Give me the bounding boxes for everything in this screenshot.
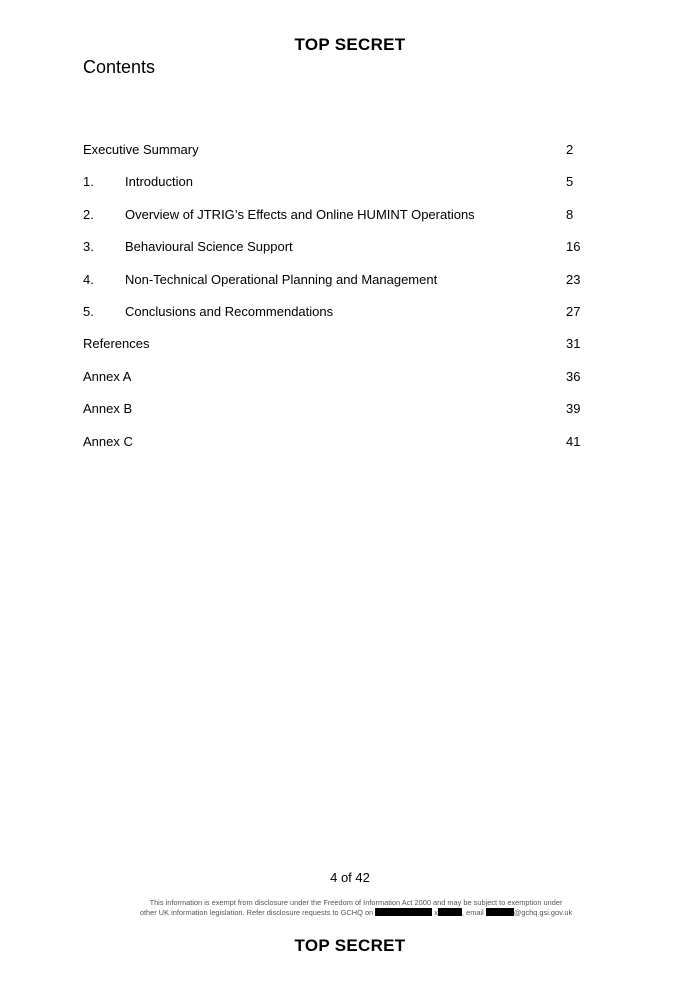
toc-label: Conclusions and Recommendations xyxy=(125,303,334,319)
toc-label: Annex A xyxy=(83,368,132,384)
toc-entry-operational-planning xyxy=(83,271,583,303)
toc-label: Overview of JTRIG’s Effects and Online HUMINT Operations xyxy=(125,206,475,222)
disclaimer-line-2 xyxy=(86,908,626,918)
redaction-bar xyxy=(375,908,432,916)
toc-entry-behavioural-science xyxy=(83,238,583,270)
toc-entry-references xyxy=(83,335,583,367)
toc-entry-annex-c xyxy=(83,433,583,465)
toc-entry-conclusions xyxy=(83,303,583,335)
toc-page-number: 31 xyxy=(566,336,581,352)
toc-page-number: 5 xyxy=(566,174,574,190)
toc-label: Annex C xyxy=(83,433,133,449)
toc-page-number: 36 xyxy=(566,368,581,384)
toc-label: Annex B xyxy=(83,401,133,417)
toc-entry-annex-b xyxy=(83,400,583,432)
redaction-bar xyxy=(438,908,462,916)
page-title: Contents xyxy=(83,57,156,77)
toc-label: Executive Summary xyxy=(83,142,199,157)
toc-page-number: 41 xyxy=(566,433,581,449)
classification-footer: TOP SECRET xyxy=(294,936,406,955)
toc-section-number: 3. xyxy=(83,239,94,255)
foi-disclaimer xyxy=(86,899,626,917)
page-number: 4 of 42 xyxy=(330,870,370,885)
toc-entry-overview xyxy=(83,206,583,238)
toc-page-number: 39 xyxy=(566,401,581,417)
toc-page-number: 16 xyxy=(566,239,581,255)
toc-label: Behavioural Science Support xyxy=(125,239,293,255)
toc-entry-introduction xyxy=(83,173,583,205)
toc-section-number: 2. xyxy=(83,206,94,222)
toc-section-number: 1. xyxy=(83,174,94,190)
disclaimer-text: , email xyxy=(462,907,484,917)
toc-label: Non-Technical Operational Planning and Management xyxy=(125,271,438,287)
toc-label: References xyxy=(83,336,150,352)
redaction-bar xyxy=(486,908,514,916)
disclaimer-line-1: This information is exempt from disclosure under the Freedom of Information Act 2000 and may be subject to exemption under xyxy=(149,898,563,907)
table-of-contents xyxy=(83,141,583,465)
toc-section-number: 5. xyxy=(83,303,94,319)
toc-section-number: 4. xyxy=(83,271,94,287)
toc-page-number: 8 xyxy=(566,206,574,222)
toc-entry-executive-summary xyxy=(83,141,583,173)
disclaimer-text: @gchq.gsi.gov.uk xyxy=(513,907,573,917)
toc-entry-annex-a xyxy=(83,368,583,400)
toc-page-number: 23 xyxy=(566,271,581,287)
toc-page-number: 2 xyxy=(566,142,574,157)
disclaimer-text: other UK information legislation. Refer disclosure requests to GCHQ on xyxy=(139,907,374,917)
toc-page-number: 27 xyxy=(566,303,581,319)
toc-label: Introduction xyxy=(125,174,193,190)
disclaimer-text: x xyxy=(434,907,438,917)
classification-header: TOP SECRET xyxy=(294,35,406,54)
